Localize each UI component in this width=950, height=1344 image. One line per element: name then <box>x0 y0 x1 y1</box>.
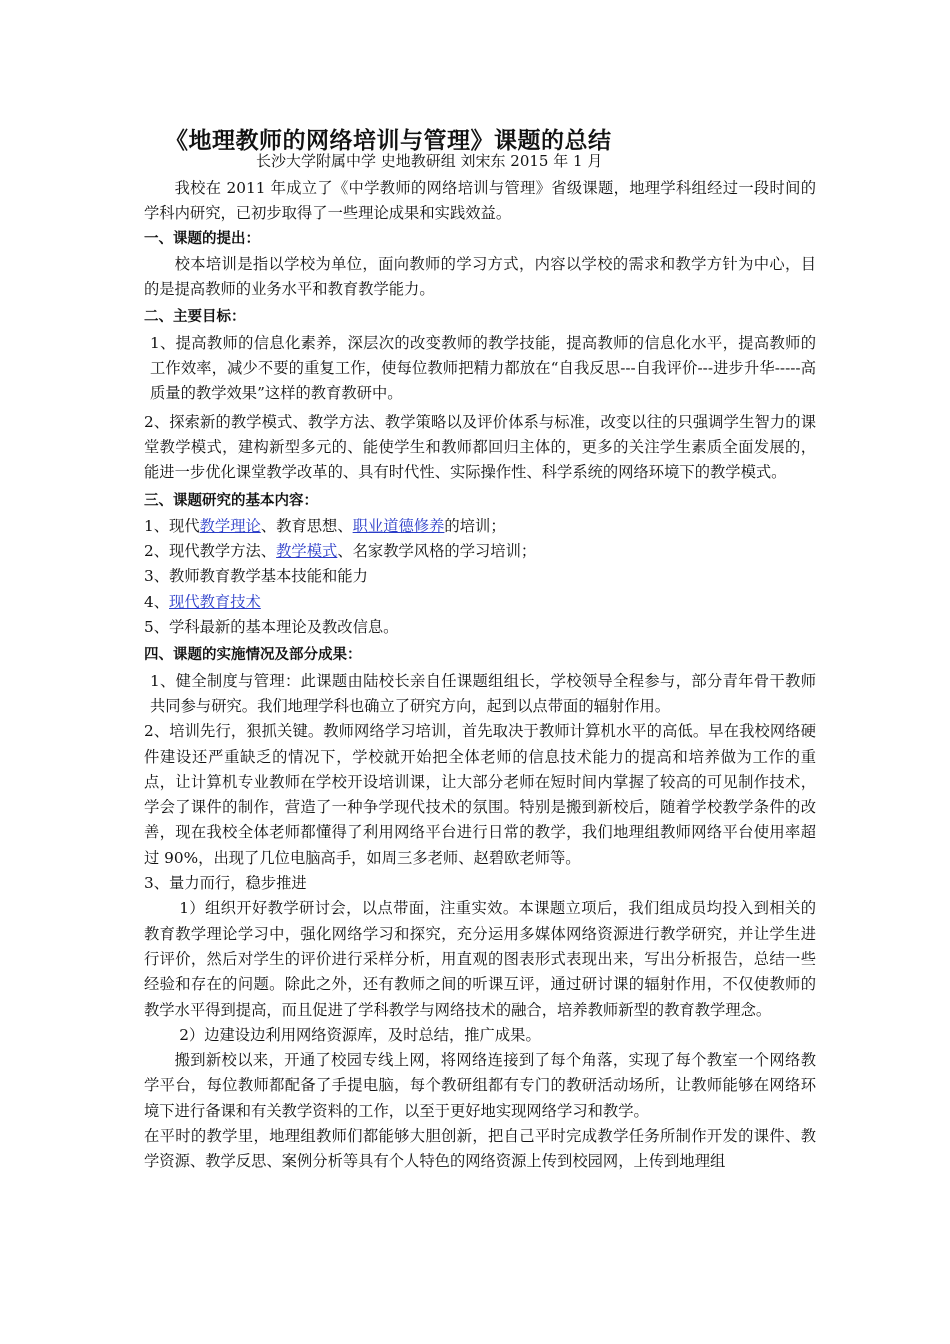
list-text: 2、现代教学方法、 <box>144 542 277 561</box>
link-teaching-theory[interactable]: 教学理论 <box>199 516 261 535</box>
list-text: 4、 <box>144 592 170 611</box>
list-item <box>144 539 816 564</box>
paragraph: 2）边建设边利用网络资源库，及时总结，推广成果。 <box>179 1025 541 1044</box>
section-heading: 四、课题的实施情况及部分成果： <box>144 647 362 664</box>
document-title: 《地理教师的网络培训与管理》课题的总结 <box>165 127 612 154</box>
paragraph: 3、量力而行，稳步推进 <box>144 874 307 893</box>
intro-paragraph: 我校在 2011 年成立了《中学教师的网络培训与管理》省级课题，地理学科组经过一段时间的学科内研究，已初步取得了一些理论成果和实践效益。 <box>144 179 816 223</box>
list-item <box>144 514 816 539</box>
document-body <box>144 176 816 1175</box>
list-text: 1、现代 <box>144 516 200 535</box>
paragraph: 在平时的教学里，地理组教师们都能够大胆创新，把自己平时完成教学任务所制作开发的课件、教学资源、教学反思、案例分析等具有个人特色的网络资源上传到校园网，上传到地理组 <box>144 1126 816 1171</box>
list-text: 、名家教学风格的学习培训； <box>337 542 537 561</box>
link-modern-edu-tech[interactable]: 现代教育技术 <box>169 592 261 611</box>
section-heading: 一、课题的提出： <box>144 230 260 247</box>
paragraph: 搬到新校以来，开通了校园专线上网，将网络连接到了每个角落，实现了每个教室一个网络教学平台，每位教师都配备了手提电脑，每个教研组都有专门的教研活动场所，让教师能够在网络环境下进行备课和有关教学资料的工作，以至于更好地实现网络学习和教学。 <box>144 1051 816 1120</box>
paragraph: 2、培训先行，狠抓关键。教师网络学习培训，首先取决于教师计算机水平的高低。早在我校网络硬件建设还严重缺乏的情况下，学校就开始把全体老师的信息技术能力的提高和培养做为工作的重点，让计算机专业教师在学校开设培训课，让大部分老师在短时间内掌握了较高的可见制作技术，学会了课件的制作，营造了一种争学现代技术的氛围。特别是搬到新校后，随着学校教学条件的改善，现在我校全体老师都懂得了利用网络平台进行日常的教学，我们地理组教师网络平台使用率超过 90%，出现了几位电脑高手，如周三多老师、赵碧欧老师等。 <box>144 722 816 867</box>
list-item: 3、教师教育教学基本技能和能力 <box>144 567 368 586</box>
link-professional-ethics[interactable]: 职业道德修养 <box>352 516 445 535</box>
list-item: 5、学科最新的基本理论及教改信息。 <box>144 618 399 637</box>
document-subtitle: 长沙大学附属中学 史地教研组 刘宋东 2015 年 1 月 <box>256 152 603 170</box>
paragraph: 1、提高教师的信息化素养，深层次的改变教师的教学技能，提高教师的信息化水平，提高教师的工作效率，减少不要的重复工作，使每位教师把精力都放在“自我反思---自我评价---进步升华-----高质量的教学效果”这样的教育教研中。 <box>150 333 816 403</box>
list-item <box>144 590 816 615</box>
link-teaching-mode[interactable]: 教学模式 <box>276 542 338 561</box>
paragraph: 1）组织开好教学研讨会，以点带面，注重实效。本课题立项后，我们组成员均投入到相关的教育教学理论学习中，强化网络学习和探究，充分运用多媒体网络资源进行教学研究，并让学生进行评价，然后对学生的评价进行采样分析，用直观的图表形式表现出来，写出分析报告，总结一些经验和存在的问题。除此之外，还有教师之间的听课互评，通过研讨课的辐射作用，不仅使教师的教学水平得到提高，而且促进了学科教学与网络技术的融合，培养教师新型的教育教学理念。 <box>144 899 816 1019</box>
section-heading: 三、课题研究的基本内容： <box>144 492 318 509</box>
paragraph: 1、健全制度与管理：此课题由陆校长亲自任课题组组长，学校领导全程参与，部分青年骨干教师共同参与研究。我们地理学科也确立了研究方向，起到以点带面的辐射作用。 <box>150 671 816 715</box>
paragraph: 校本培训是指以学校为单位，面向教师的学习方式，内容以学校的需求和教学方针为中心，目的是提高教师的业务水平和教育教学能力。 <box>144 254 816 299</box>
list-text: 、教育思想、 <box>260 516 353 535</box>
list-text: 的培训； <box>444 516 506 535</box>
paragraph: 2、探索新的教学模式、教学方法、教学策略以及评价体系与标准，改变以往的只强调学生智力的课堂教学模式，建构新型多元的、能使学生和教师都回归主体的，更多的关注学生素质全面发展的，能进一步优化课堂教学改革的、具有时代性、实际操作性、科学系统的网络环境下的教学模式。 <box>144 412 816 482</box>
section-heading: 二、主要目标： <box>144 309 246 326</box>
